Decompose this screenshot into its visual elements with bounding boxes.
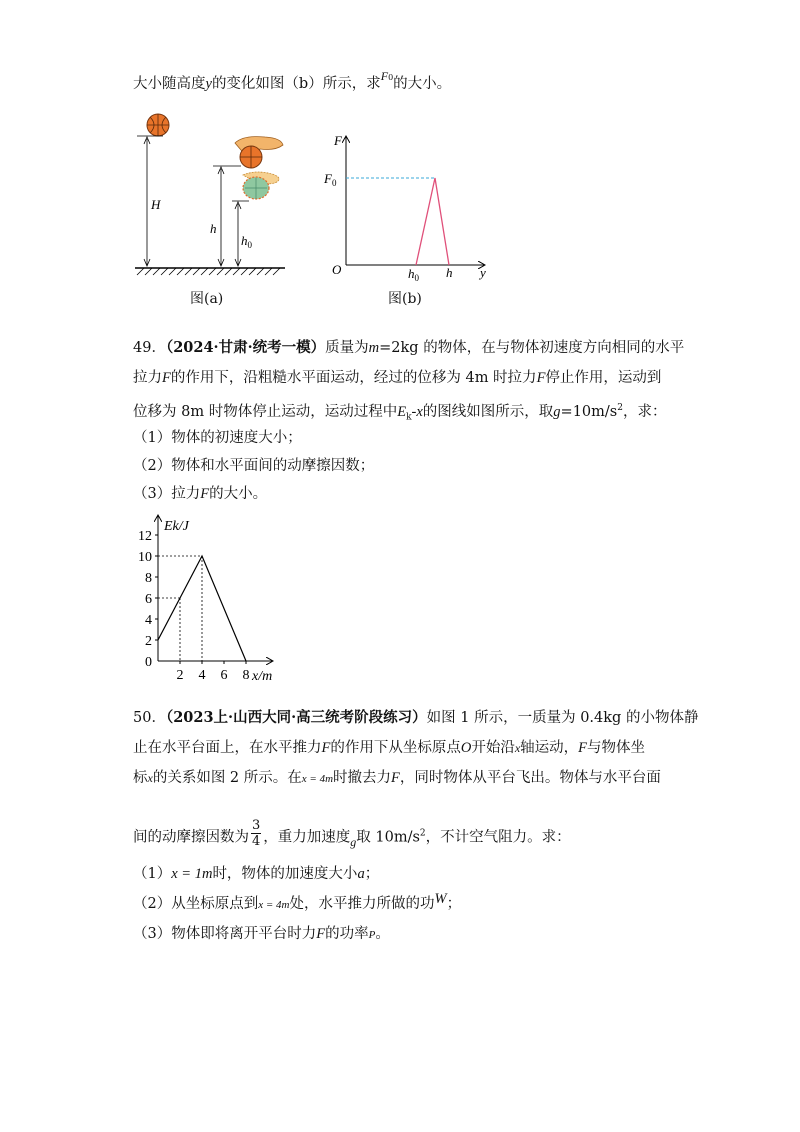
- label-h: h: [210, 221, 217, 236]
- x-tick-label: 6: [220, 668, 228, 683]
- q50-sub3: （3）物体即将离开平台时力F的功率P。: [133, 926, 390, 942]
- q50-line4: 间的动摩擦因数为 $\frac{3}{4}$ ，重力加速度$_g$取 $10m/s^2$，不计空气阻力。求：: [133, 818, 571, 849]
- tick-h: h: [446, 265, 453, 280]
- x-tick-label: 2: [176, 668, 184, 683]
- x-tick-label: 4: [198, 668, 206, 683]
- tick-h0: $h_0$: [408, 266, 419, 283]
- y-tick-label: 0: [145, 655, 152, 670]
- caption-fig-b: 图(b): [388, 291, 422, 307]
- origin-O: O: [332, 262, 342, 277]
- y-tick-label: 8: [145, 571, 152, 586]
- y-tick-label: 12: [138, 529, 152, 544]
- y-tick-label: 10: [138, 550, 152, 565]
- basketball-top-icon: [147, 114, 169, 136]
- y-tick-label: 4: [145, 613, 152, 628]
- tick-F0: $F_0$: [324, 171, 337, 188]
- q50-sub2: （2）从坐标原点到x = 4m处，水平推力所做的功W；: [133, 891, 462, 912]
- q49-line2: 拉力F的作用下，沿粗糙水平面运动，经过的位移为 4m 时拉力F停止作用，运动到: [133, 370, 662, 386]
- label-h0: $h_0$: [241, 233, 252, 250]
- figure-a: [125, 105, 295, 305]
- q49-sub1: （1）物体的初速度大小；: [133, 430, 302, 446]
- y-tick-label: 2: [145, 634, 152, 649]
- label-H: H: [151, 197, 161, 212]
- axis-y: y: [480, 265, 486, 280]
- caption-fig-a: 图(a): [190, 291, 224, 307]
- q50-line3: 标x的关系如图 2 所示。在x = 4m时撤去力F，同时物体从平台飞出。物体与水平台面: [133, 770, 661, 786]
- ylabel: Ek/J: [164, 519, 189, 534]
- ground-hatch: [137, 268, 280, 275]
- axis-F: F: [334, 133, 342, 148]
- y-tick-label: 6: [145, 592, 152, 607]
- fraction-3-4: $\frac{3}{4}$: [252, 818, 261, 849]
- hand-ball-icon: [235, 137, 283, 168]
- force-curve: [416, 178, 449, 265]
- figure-b: [320, 125, 500, 285]
- compressed-ball-icon: [243, 172, 279, 199]
- q49-sub3: （3）拉力F的大小。: [133, 486, 268, 502]
- q50-sub1: （1）x = 1m时，物体的加速度大小a；: [133, 866, 380, 882]
- q49-line3: 位移为 8m 时物体停止运动，运动过程中$E_k-x$的图线如图所示，取$g=10m/s^2$，求：: [133, 403, 667, 423]
- intro-line: 大小随高度y的变化如图（b）所示，求$^{F0}$的大小。: [133, 69, 452, 92]
- x-tick-label: 8: [242, 668, 250, 683]
- q49-sub2: （2）物体和水平面间的动摩擦因数；: [133, 458, 375, 474]
- q50-line1: 50．（2023上·山西大同·高三统考阶段练习）如图 1 所示，一质量为 0.4kg 的小物体静: [133, 709, 699, 726]
- ek-x-chart: [130, 508, 290, 688]
- xlabel: x/m: [252, 669, 273, 684]
- q49-line1: 49．（2024·甘肃·统考一模）质量为m=2kg 的物体，在与物体初速度方向相同的水平: [133, 339, 685, 356]
- q50-line2: 止在水平台面上，在水平推力F的作用下从坐标原点O开始沿x轴运动，F与物体坐: [133, 740, 646, 756]
